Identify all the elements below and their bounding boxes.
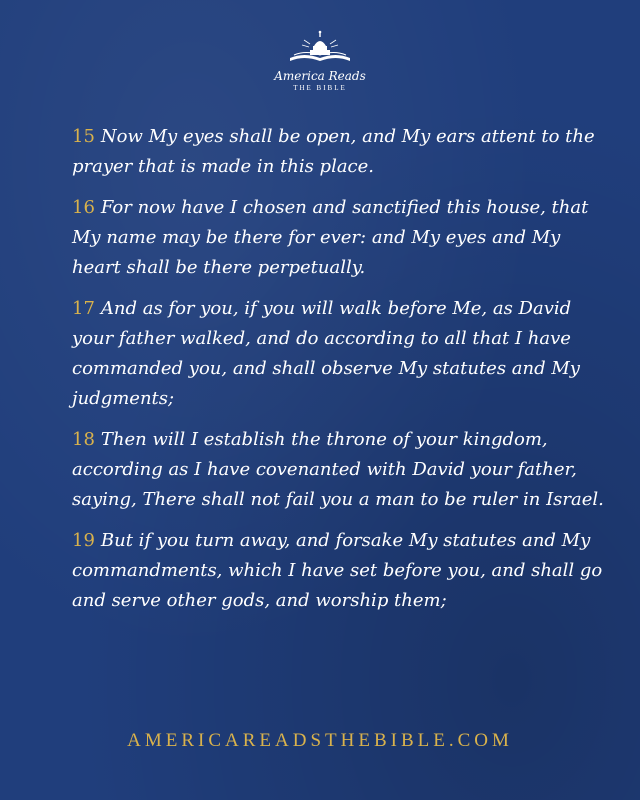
verse-16 <box>72 193 612 283</box>
verse-19 <box>72 526 612 616</box>
verse-text: And as for you, if you will walk before Me, as David your father walked, and do according to all that I have commanded you, and shall observe My statutes and My judgments; <box>72 298 580 409</box>
verse-number: 18 <box>72 429 95 450</box>
verse-text: Then will I establish the throne of your kingdom, according as I have covenanted with David your father, saying, There shall not fail you a man to be ruler in Israel. <box>72 429 604 510</box>
verse-text: For now have I chosen and sanctified this house, that My name may be there for ever: and My eyes and My heart shall be there perpetually. <box>72 197 589 278</box>
website-url: AMERICAREADSTHEBIBLE.COM <box>127 730 513 751</box>
verse-17 <box>72 294 612 414</box>
verse-number: 15 <box>72 126 95 147</box>
verse-number: 17 <box>72 298 95 319</box>
logo-title: America Reads <box>274 69 366 83</box>
verse-text: But if you turn away, and forsake My statutes and My commandments, which I have set before you, and shall go and serve other gods, and worship them; <box>72 530 603 611</box>
logo <box>0 28 640 110</box>
verse-number: 16 <box>72 197 95 218</box>
verse-list <box>72 122 612 627</box>
verse-15 <box>72 122 612 182</box>
capitol-book-icon <box>284 28 356 68</box>
verse-18 <box>72 425 612 515</box>
logo-subtitle: THE BIBLE <box>293 84 347 92</box>
verse-text: Now My eyes shall be open, and My ears attent to the prayer that is made in this place. <box>72 126 595 177</box>
verse-number: 19 <box>72 530 95 551</box>
